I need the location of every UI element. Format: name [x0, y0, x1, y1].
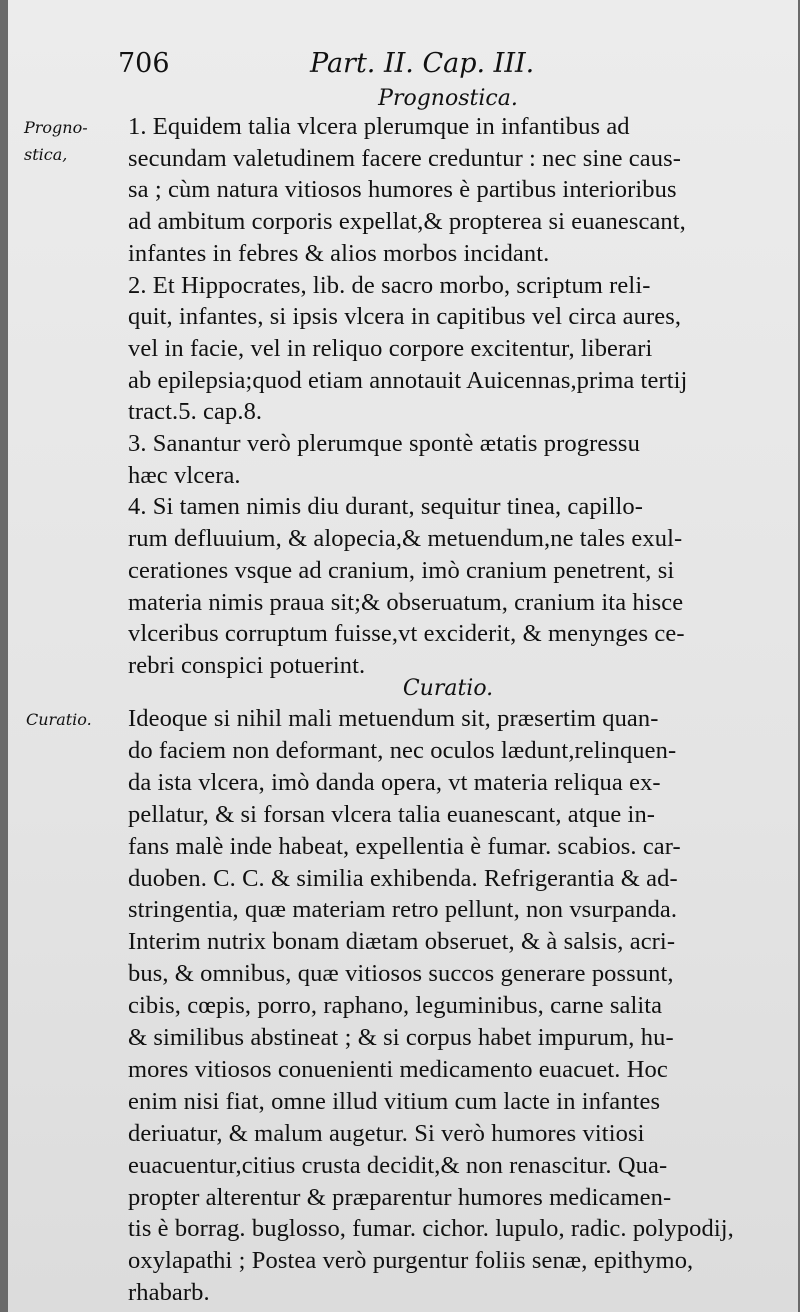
text-line: rebri conspici potuerint. — [128, 651, 366, 679]
text-line: Ideoque si nihil mali metuendum sit, præsertim quan- — [128, 705, 659, 732]
text-line: euacuentur,citius crusta decidit,& non renascitur. Qua- — [128, 1151, 668, 1179]
running-title: Part. II. Cap. III. — [310, 48, 535, 79]
text-line: ad ambitum corporis expellat,& propterea si euanescant, — [128, 208, 686, 236]
text-line: pellatur, & si forsan vlcera talia euanescant, atque in- — [128, 800, 656, 828]
text-line: secundam valetudinem facere creduntur : nec sine caus- — [128, 144, 681, 172]
book-page — [8, 0, 798, 1312]
text-line: mores vitiosos conuenienti medicamento euacuet. Hoc — [128, 1055, 668, 1083]
text-line: vlceribus corruptum fuisse,vt exciderit, & menynges ce- — [128, 620, 685, 648]
text-line: cibis, cœpis, porro, raphano, leguminibus, carne salita — [128, 992, 663, 1020]
text-line: tract.5. cap.8. — [128, 398, 263, 426]
text-line: deriuatur, & malum augetur. Si verò humores vitiosi — [128, 1119, 645, 1147]
text-line: 1. Equidem talia vlcera plerumque in infantibus ad — [128, 113, 630, 140]
page-number: 706 — [118, 48, 170, 79]
text-line: enim nisi fiat, omne illud vitium cum lacte in infantes — [128, 1087, 661, 1115]
text-line: 3. Sanantur verò plerumque spontè ætatis progressu — [128, 430, 640, 457]
text-line: cerationes vsque ad cranium, imò cranium penetrent, si — [128, 556, 675, 584]
text-line: sa ; cùm natura vitiosos humores è partibus interioribus — [128, 176, 677, 204]
text-line: do faciem non deformant, nec oculos lædunt,relinquen- — [128, 736, 677, 764]
text-line: 4. Si tamen nimis diu durant, sequitur tinea, capillo- — [128, 493, 644, 521]
margin-note-line: Progno- — [24, 118, 88, 137]
text-line: Interim nutrix bonam diætam obseruet, & à salsis, acri- — [128, 928, 676, 956]
text-line: tis è borrag. buglosso, fumar. cichor. lupulo, radic. polypodij, — [128, 1215, 734, 1243]
text-line: vel in facie, vel in reliquo corpore excitentur, liberari — [128, 334, 653, 362]
text-line: fans malè inde habeat, expellentia è fumar. scabios. car- — [128, 832, 681, 860]
section-heading-curatio: Curatio. — [402, 676, 494, 701]
text-line: infantes in febres & alios morbos incidant. — [128, 239, 550, 267]
text-line: quit, infantes, si ipsis vlcera in capitibus vel circa aures, — [128, 303, 682, 331]
text-line: hæc vlcera. — [128, 461, 241, 489]
page-header — [118, 48, 758, 88]
margin-note-line: stica, — [24, 145, 68, 164]
text-line: stringentia, quæ materiam retro pellunt, non vsurpanda. — [128, 896, 678, 924]
margin-note-curatio: Curatio. — [26, 710, 92, 729]
text-line: 2. Et Hippocrates, lib. de sacro morbo, scriptum reli- — [128, 271, 651, 299]
text-line: ab epilepsia;quod etiam annotauit Auicennas,prima tertij — [128, 366, 688, 394]
text-line: materia nimis praua sit;& obseruatum, cranium ita hisce — [128, 588, 684, 616]
text-line: oxylapathi ; Postea verò purgentur foliis senæ, epithymo, — [128, 1247, 694, 1275]
text-line: rhabarb. — [128, 1279, 210, 1307]
section-heading-prognostica: Prognostica. — [378, 86, 518, 111]
margin-note-prognostica — [24, 114, 88, 168]
text-line: duoben. C. C. & similia exhibenda. Refrigerantia & ad- — [128, 864, 678, 892]
text-line: bus, & omnibus, quæ vitiosos succos generare possunt, — [128, 960, 674, 988]
text-line: & similibus abstineat ; & si corpus habet impurum, hu- — [128, 1024, 674, 1051]
text-line: da ista vlcera, imò danda opera, vt materia reliqua ex- — [128, 768, 661, 796]
text-line: rum defluuium, & alopecia,& metuendum,ne tales exul- — [128, 525, 683, 553]
text-line: propter alterentur & præparentur humores medicamen- — [128, 1183, 672, 1211]
